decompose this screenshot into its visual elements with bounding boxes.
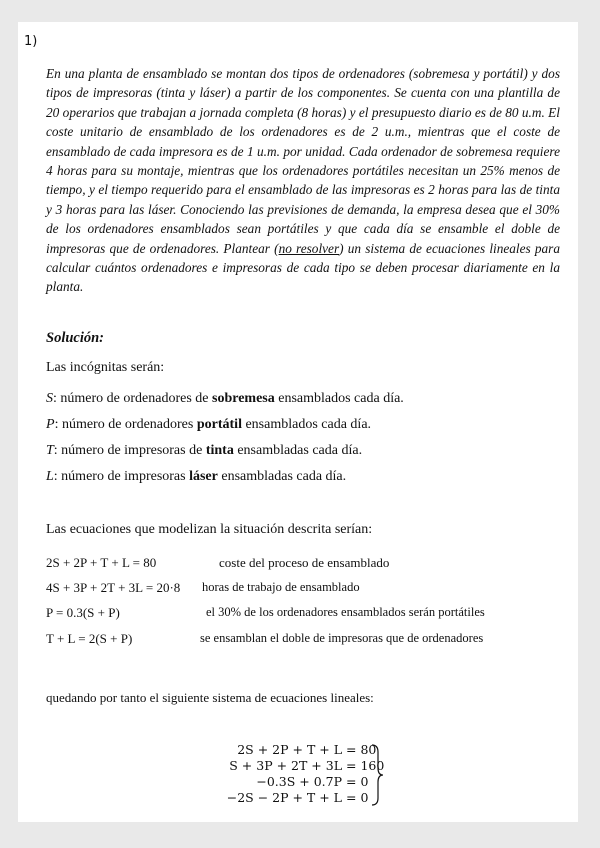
unknown-bold: láser (189, 469, 218, 484)
unknown-var: L (46, 469, 54, 484)
unknown-text: : número de impresoras (53, 469, 190, 484)
system-rhs: = 80 (346, 742, 377, 757)
document-page (18, 22, 578, 822)
unknown-var: P (46, 417, 55, 432)
problem-statement (46, 64, 560, 297)
system-row (216, 774, 386, 790)
unknown-text: : número de ordenadores de (53, 391, 212, 406)
unknown-bold: sobremesa (212, 391, 275, 406)
equations-intro: Las ecuaciones que modelizan la situación descrita serían: (46, 522, 373, 537)
system-rhs: = 160 (346, 758, 385, 773)
unknown-p (46, 417, 371, 433)
system-lhs: S + 3P + 2T + 3L (229, 758, 342, 773)
equation-portable-desc: el 30% de los ordenadores ensamblados serán portátiles (206, 605, 485, 619)
system-row (216, 742, 386, 758)
equation-system (216, 742, 386, 806)
unknown-s (46, 391, 404, 407)
problem-text-underlined: no resolver (278, 240, 340, 256)
system-row (216, 758, 386, 774)
system-rhs: = 0 (346, 774, 369, 789)
equation-portable: P = 0.3(S + P) (46, 605, 120, 620)
equation-cost: 2S + 2P + T + L = 80 (46, 555, 157, 570)
unknown-text: ensambladas cada día. (217, 469, 347, 484)
unknown-var: S (46, 391, 53, 406)
unknown-text: : número de impresoras de (53, 443, 206, 458)
equation-printers-desc: se ensamblan el doble de impresoras que de ordenadores (200, 631, 484, 645)
equation-hours-desc: horas de trabajo de ensamblado (202, 580, 360, 594)
system-lhs: −0.3S + 0.7P (256, 774, 342, 789)
solution-heading: Solución: (46, 330, 105, 346)
equation-cost-desc: coste del proceso de ensamblado (219, 555, 390, 570)
unknown-t (46, 443, 362, 459)
unknown-bold: tinta (205, 443, 234, 458)
system-rhs: = 0 (346, 790, 369, 805)
unknown-bold: portátil (196, 417, 242, 432)
unknown-text: : número de ordenadores (54, 417, 197, 432)
system-lhs: 2S + 2P + T + L (237, 742, 342, 757)
problem-text-part2: ) un sistema de ecuaciones lineales para calcular cuántos ordenadores e impresoras de cada tipo se deben procesar diariamente en la planta. (46, 240, 560, 295)
problem-text-part1: En una planta de ensamblado se montan dos tipos de ordenadores (sobremesa y portátil) y dos tipos de impresoras (tinta y láser) a partir de los componentes. Se cuenta con una plantilla de 20 operarios que trabajan a jornada completa (8 horas) y el presupuesto diario es de 80 u.m. El coste unitario de ensamblado de los ordenadores es de 2 u.m., mientras que el coste de ensamblado de cada impresora es de 1 u.m. por unidad. Cada ordenador de sobremesa requiere 4 horas para su montaje, mientras que los ordenadores portátiles necesitan un 25% menos de tiempo, y el tiempo requerido para el ensamblado de las impresoras es 2 horas para las de tinta y 3 horas para las láser. Conociendo las previsiones de demanda, la empresa desea que el 30% de los ordenadores ensamblados sean portátiles y que cada día se ensamble el doble de impresoras que de ordenadores. Plantear ( (46, 66, 560, 256)
unknown-var: T (46, 443, 54, 458)
unknown-l (46, 469, 346, 485)
unknown-text: ensambladas cada día. (233, 443, 363, 458)
unknown-text: ensamblados cada día. (274, 391, 404, 406)
equation-hours: 4S + 3P + 2T + 3L = 20·8 (46, 580, 181, 595)
right-brace-icon (370, 744, 384, 806)
unknowns-intro: Las incógnitas serán: (46, 360, 165, 375)
problem-number: 1) (24, 34, 38, 49)
system-intro: quedando por tanto el siguiente sistema de ecuaciones lineales: (46, 690, 374, 705)
equation-printers: T + L = 2(S + P) (46, 631, 133, 646)
unknown-text: ensamblados cada día. (241, 417, 372, 432)
system-row (216, 790, 386, 806)
system-lhs: −2S − 2P + T + L (226, 790, 342, 805)
